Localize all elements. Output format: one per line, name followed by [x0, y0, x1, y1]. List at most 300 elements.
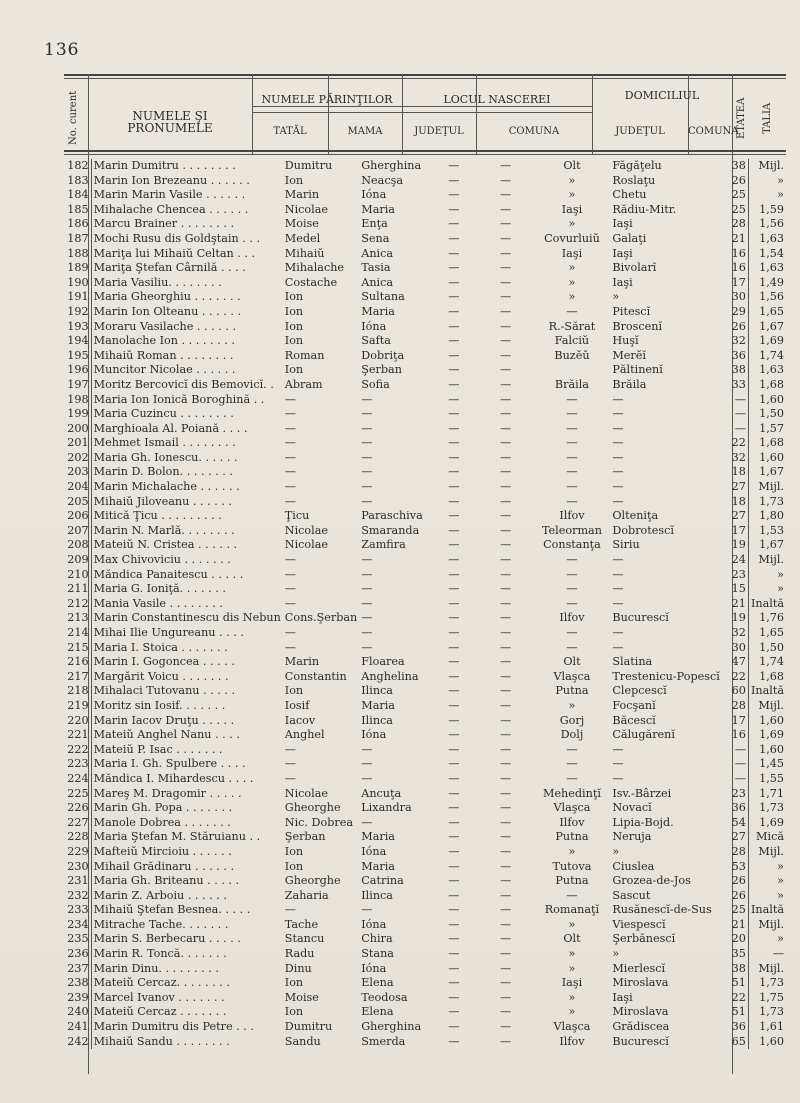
height: Mijl. [758, 698, 784, 712]
father-name: — [284, 450, 296, 464]
col-divider [402, 74, 403, 154]
age: 36 [722, 801, 749, 816]
residence-commune: — [612, 407, 624, 421]
row-number: 224 [64, 772, 91, 787]
birth-commune: — [500, 377, 512, 391]
age: 36 [722, 1020, 749, 1035]
residence-commune: Dobrotescĭ [612, 523, 674, 537]
residence-commune: — [612, 567, 624, 581]
age: 17 [722, 714, 749, 729]
table-row [64, 1020, 786, 1035]
mother-name: — [361, 815, 373, 829]
mother-name: Lixandra [361, 801, 412, 815]
age: — [722, 422, 749, 437]
height: 1,60 [759, 450, 784, 464]
age: 32 [722, 626, 749, 641]
age: 22 [722, 436, 749, 451]
age: 60 [722, 684, 749, 699]
table-row [64, 305, 786, 320]
header-parinti: NUMELE PĂRINŢILOR [261, 93, 393, 106]
person-name: Mariţa lui Mihaiŭ Celtan . . . [93, 246, 256, 260]
residence-county: Ilfov [559, 509, 585, 523]
height: 1,67 [759, 465, 784, 479]
height: 1,65 [759, 626, 784, 639]
row-number: 196 [64, 363, 91, 378]
row-number: 199 [64, 407, 91, 422]
age: 24 [722, 553, 749, 568]
residence-county: » [568, 290, 576, 304]
father-name: Nicolae [284, 538, 329, 552]
mother-name: Safta [361, 334, 391, 348]
table-row [64, 918, 786, 933]
age: 53 [722, 860, 749, 875]
person-name: Marin Ion Brezeanu . . . . . . [93, 173, 250, 187]
height: 1,50 [759, 407, 784, 421]
row-number: 219 [64, 699, 91, 714]
row-number: 212 [64, 597, 91, 612]
height: Mijl. [758, 844, 784, 858]
age: — [722, 743, 749, 758]
age: 22 [722, 991, 749, 1006]
birth-county: — [448, 684, 460, 698]
height: 1,68 [759, 436, 784, 450]
residence-commune: Clepcescĭ [612, 684, 667, 698]
father-name: Ion [284, 304, 304, 318]
table-row [64, 830, 786, 845]
height: 1,61 [759, 1020, 784, 1034]
height: 1,73 [759, 494, 784, 508]
header-dom-comuna: COMUNA [688, 126, 739, 137]
birth-commune: — [500, 334, 512, 348]
row-number: 210 [64, 568, 91, 583]
table-row [64, 801, 786, 816]
residence-county: Putna [555, 874, 589, 888]
father-name: Ion [284, 334, 304, 348]
residence-county: Gorj [559, 713, 585, 727]
birth-commune: — [500, 932, 512, 946]
table-row [64, 1035, 786, 1050]
birth-county: — [448, 932, 460, 946]
mother-name: Smerda [361, 1034, 406, 1048]
residence-county: — [566, 757, 578, 771]
birth-commune: — [500, 742, 512, 756]
top-border [64, 74, 786, 76]
person-name: Marin Marin Vasile . . . . . . [93, 188, 246, 202]
person-name: Marin Constantinescu dis Nebun [93, 611, 281, 625]
age: 65 [722, 1035, 749, 1050]
age: 16 [722, 728, 749, 743]
row-number: 214 [64, 626, 91, 641]
person-name: Marin N. Marlă. . . . . . . . [93, 523, 235, 537]
row-number: 187 [64, 232, 91, 247]
father-name: — [284, 480, 296, 494]
father-name: Ion [284, 319, 304, 333]
table-row [64, 261, 786, 276]
residence-commune: Băcescĭ [612, 713, 656, 727]
father-name: Abram [284, 377, 323, 391]
row-number: 241 [64, 1020, 91, 1035]
table-row [64, 568, 786, 583]
residence-commune: Miroslava [612, 1005, 669, 1019]
table-row [64, 290, 786, 305]
birth-commune: — [500, 523, 512, 537]
age: 27 [722, 830, 749, 845]
table-row [64, 553, 786, 568]
person-name: Maria Gh. Ionescu. . . . . . [93, 450, 238, 464]
birth-commune: — [500, 961, 512, 975]
row-number: 184 [64, 188, 91, 203]
height: 1,63 [759, 261, 784, 275]
row-number: 230 [64, 860, 91, 875]
residence-county: — [566, 888, 578, 902]
person-name: Marin I. Gogoncea . . . . . [93, 655, 235, 669]
residence-commune: Chetu [612, 188, 647, 202]
residence-commune: Iaşi [612, 990, 633, 1004]
residence-commune: Huşĭ [612, 334, 639, 348]
father-name: — [284, 903, 296, 917]
birth-commune: — [500, 304, 512, 318]
row-number: 234 [64, 918, 91, 933]
mother-name: Smaranda [361, 523, 420, 537]
header-judetul: JUDEŢUL [414, 126, 464, 137]
person-name: Marin Ion Olteanu . . . . . . [93, 304, 242, 318]
father-name: Iosif [284, 698, 310, 712]
father-name: Gheorghe [284, 801, 341, 815]
mother-name: — [361, 640, 373, 654]
row-number: 237 [64, 962, 91, 977]
residence-county: — [566, 494, 578, 508]
age: 18 [722, 495, 749, 510]
mother-name: Paraschiva [361, 509, 423, 523]
birth-county: — [448, 407, 460, 421]
birth-county: — [448, 436, 460, 450]
residence-county: Constanţa [543, 538, 601, 552]
birth-commune: — [500, 903, 512, 917]
table-row [64, 991, 786, 1006]
person-name: Mochi Rusu dis Goldştain . . . [93, 231, 261, 245]
residence-county: — [566, 567, 578, 581]
birth-commune: — [500, 801, 512, 815]
person-name: Marin D. Bolon. . . . . . . . [93, 465, 233, 479]
table-row [64, 378, 786, 393]
birth-commune: — [500, 626, 512, 639]
height: Inaltă [750, 684, 784, 698]
father-name: — [284, 465, 296, 479]
page-number: 136 [44, 40, 80, 60]
height: 1,55 [759, 771, 784, 785]
height: 1,53 [759, 523, 784, 537]
birth-county: — [448, 874, 460, 888]
birth-county: — [448, 830, 460, 844]
mother-name: Chira [361, 932, 393, 946]
table-row [64, 860, 786, 875]
birth-county: — [448, 596, 460, 610]
mother-name: — [361, 742, 373, 756]
age: 21 [722, 597, 749, 612]
birth-county: — [448, 480, 460, 494]
person-name: Mihaiŭ Sandu . . . . . . . . [93, 1034, 230, 1048]
height: Mijl. [758, 917, 784, 931]
father-name: Moise [284, 217, 319, 231]
row-number: 226 [64, 801, 91, 816]
father-name: Marin [284, 188, 320, 202]
birth-commune: — [500, 202, 512, 216]
birth-county: — [448, 217, 460, 231]
residence-county: » [568, 1005, 576, 1019]
birth-county: — [448, 1020, 460, 1034]
table-row [64, 787, 786, 802]
person-name: Maria Gheorghiu . . . . . . . [93, 290, 241, 304]
row-number: 239 [64, 991, 91, 1006]
table-row [64, 611, 786, 626]
person-name: Maria Cuzincu . . . . . . . . [93, 407, 234, 421]
person-name: Maria Gh. Briteanu . . . . . [93, 874, 240, 888]
birth-commune: — [500, 494, 512, 508]
table-row [64, 247, 786, 262]
age: 18 [722, 465, 749, 480]
birth-commune: — [500, 728, 512, 742]
table-row [64, 670, 786, 685]
row-number: 213 [64, 611, 91, 626]
person-name: Măndica I. Mihardescu . . . . [93, 771, 254, 785]
mother-name: — [361, 611, 373, 625]
residence-commune: Făgăţelu [612, 159, 662, 172]
father-name: Sandu [284, 1034, 321, 1048]
birth-county: — [448, 363, 460, 377]
table-row [64, 655, 786, 670]
residence-county: — [566, 465, 578, 479]
birth-county: — [448, 567, 460, 581]
person-name: Mateiŭ N. Cristea . . . . . . [93, 538, 238, 552]
birth-commune: — [500, 450, 512, 464]
residence-commune: Rădiu-Mitr. [612, 202, 677, 216]
row-number: 189 [64, 261, 91, 276]
row-number: 215 [64, 641, 91, 656]
age: 16 [722, 261, 749, 276]
birth-county: — [448, 713, 460, 727]
residence-county: — [566, 480, 578, 494]
mother-name: Ióna [361, 319, 387, 333]
birth-commune: — [500, 582, 512, 596]
father-name: — [284, 596, 296, 610]
residence-county: — [566, 450, 578, 464]
age: 32 [722, 334, 749, 349]
residence-commune: Viespescĭ [612, 917, 666, 931]
residence-commune: — [612, 596, 624, 610]
residence-commune: Grădiscea [612, 1020, 670, 1034]
table-row [64, 495, 786, 510]
height: 1,73 [759, 1005, 784, 1019]
row-number: 208 [64, 538, 91, 553]
birth-commune: — [500, 246, 512, 260]
residence-county: Iaşi [561, 246, 583, 260]
table-row [64, 276, 786, 291]
residence-commune: Olteniţa [612, 509, 659, 523]
birth-commune: — [500, 859, 512, 873]
height: 1,68 [759, 669, 784, 683]
mother-name: Ióna [361, 728, 387, 742]
father-name: Nic. Dobrea [284, 815, 354, 829]
mother-name: Tasia [361, 261, 391, 275]
residence-commune: — [612, 465, 624, 479]
residence-commune: Iaşi [612, 246, 633, 260]
person-name: Maria Ştefan M. Stăruianu . . [93, 830, 261, 844]
person-name: Marin Iacov Druţu . . . . . [93, 713, 235, 727]
row-number: 216 [64, 655, 91, 670]
residence-commune: Bucurescĭ [612, 1034, 669, 1048]
mother-name: Anica [361, 275, 394, 289]
birth-county: — [448, 990, 460, 1004]
row-number: 209 [64, 553, 91, 568]
birth-county: — [448, 976, 460, 990]
birth-county: — [448, 947, 460, 961]
birth-county: — [448, 698, 460, 712]
residence-commune: — [612, 494, 624, 508]
birth-commune: — [500, 815, 512, 829]
mother-name: Ilinca [361, 888, 393, 902]
birth-commune: — [500, 844, 512, 858]
father-name: — [284, 392, 296, 406]
table-row [64, 816, 786, 831]
birth-commune: — [500, 888, 512, 902]
age: 28 [722, 845, 749, 860]
birth-commune: — [500, 1034, 512, 1048]
residence-county: Falciŭ [554, 334, 590, 348]
father-name: Roman [284, 348, 325, 362]
residence-commune: — [612, 582, 624, 596]
residence-commune: — [612, 436, 624, 450]
mother-name: Floarea [361, 655, 405, 669]
mother-name: Sofia [361, 377, 390, 391]
residence-county: » [568, 188, 576, 202]
residence-county: — [566, 582, 578, 596]
residence-county: » [568, 217, 576, 231]
col-divider [688, 74, 689, 154]
row-number: 238 [64, 976, 91, 991]
person-name: Manole Dobrea . . . . . . . [93, 815, 231, 829]
birth-commune: — [500, 392, 512, 406]
residence-commune: Iaşi [612, 275, 633, 289]
register-table [64, 74, 786, 1074]
person-name: Marin Michalache . . . . . . [93, 480, 240, 494]
mother-name: Sultana [361, 290, 405, 304]
birth-county: — [448, 538, 460, 552]
height: 1,49 [759, 275, 784, 289]
father-name: — [284, 567, 296, 581]
birth-commune: — [500, 465, 512, 479]
birth-commune: — [500, 188, 512, 202]
table-row [64, 393, 786, 408]
residence-commune: Rusănescĭ-de-Sus [612, 903, 712, 917]
father-name: — [284, 626, 296, 639]
birth-commune: — [500, 553, 512, 567]
birth-county: — [448, 888, 460, 902]
birth-commune: — [500, 917, 512, 931]
row-number: 200 [64, 422, 91, 437]
birth-county: — [448, 917, 460, 931]
residence-commune: Iaşi [612, 217, 633, 231]
father-name: Şerban [284, 830, 326, 844]
table-row [64, 903, 786, 918]
residence-commune: — [612, 640, 624, 654]
birth-commune: — [500, 947, 512, 961]
table-row [64, 451, 786, 466]
father-name: Iacov [284, 713, 316, 727]
birth-county: — [448, 159, 460, 172]
mother-name: Sena [361, 231, 390, 245]
row-number: 195 [64, 349, 91, 364]
birth-county: — [448, 494, 460, 508]
header-locul-nasterei: LOCUL NASCEREI [443, 93, 551, 106]
header-no-curent: No. curent [68, 90, 79, 146]
father-name: Costache [284, 275, 338, 289]
height: 1,69 [759, 815, 784, 829]
person-name: Marin Gh. Popa . . . . . . . [93, 801, 233, 815]
row-number: 221 [64, 728, 91, 743]
height: 1,60 [759, 1034, 784, 1048]
header-tatal: TATĂL [273, 126, 307, 137]
person-name: Mateiŭ Anghel Nanu . . . . [93, 728, 240, 742]
residence-commune: Merĕĭ [612, 348, 646, 362]
person-name: Mateiŭ Cercaz . . . . . . . [93, 1005, 227, 1019]
age: 26 [722, 874, 749, 889]
residence-county: » [568, 261, 576, 275]
person-name: Marin Dinu. . . . . . . . . [93, 961, 219, 975]
age: 33 [722, 378, 749, 393]
residence-county: Olt [563, 655, 581, 669]
mother-name: Ióna [361, 961, 387, 975]
person-name: Marin Dumitru dis Petre . . . [93, 1020, 254, 1034]
birth-commune: — [500, 786, 512, 800]
birth-county: — [448, 903, 460, 917]
age: 25 [722, 203, 749, 218]
birth-commune: — [500, 348, 512, 362]
father-name: Ion [284, 173, 304, 187]
residence-county: — [566, 392, 578, 406]
row-number: 235 [64, 932, 91, 947]
mother-name: Ióna [361, 844, 387, 858]
residence-county: » [568, 947, 576, 961]
person-name: Moritz sin Iosif. . . . . . . [93, 698, 226, 712]
mother-name: Maria [361, 202, 395, 216]
header-bottom-inner [64, 154, 786, 155]
father-name: Dumitru [284, 1020, 333, 1034]
birth-commune: — [500, 596, 512, 610]
residence-county: Putna [555, 684, 589, 698]
table-row [64, 217, 786, 232]
height: 1,73 [759, 801, 784, 815]
mother-name: Maria [361, 859, 395, 873]
residence-county: Olt [563, 932, 581, 946]
row-number: 202 [64, 451, 91, 466]
birth-commune: — [500, 830, 512, 844]
table-row [64, 436, 786, 451]
col-divider [592, 74, 593, 154]
table-row [64, 743, 786, 758]
row-number: 229 [64, 845, 91, 860]
father-name: — [284, 742, 296, 756]
height: Mijl. [758, 159, 784, 172]
person-name: Marcu Brainer . . . . . . . . [93, 217, 235, 231]
father-name: Anghel [284, 728, 325, 742]
header-bottom-border [64, 150, 786, 152]
father-name: — [284, 494, 296, 508]
birth-county: — [448, 669, 460, 683]
mother-name: — [361, 757, 373, 771]
birth-county: — [448, 188, 460, 202]
age: 16 [722, 247, 749, 262]
mother-name: — [361, 421, 373, 435]
